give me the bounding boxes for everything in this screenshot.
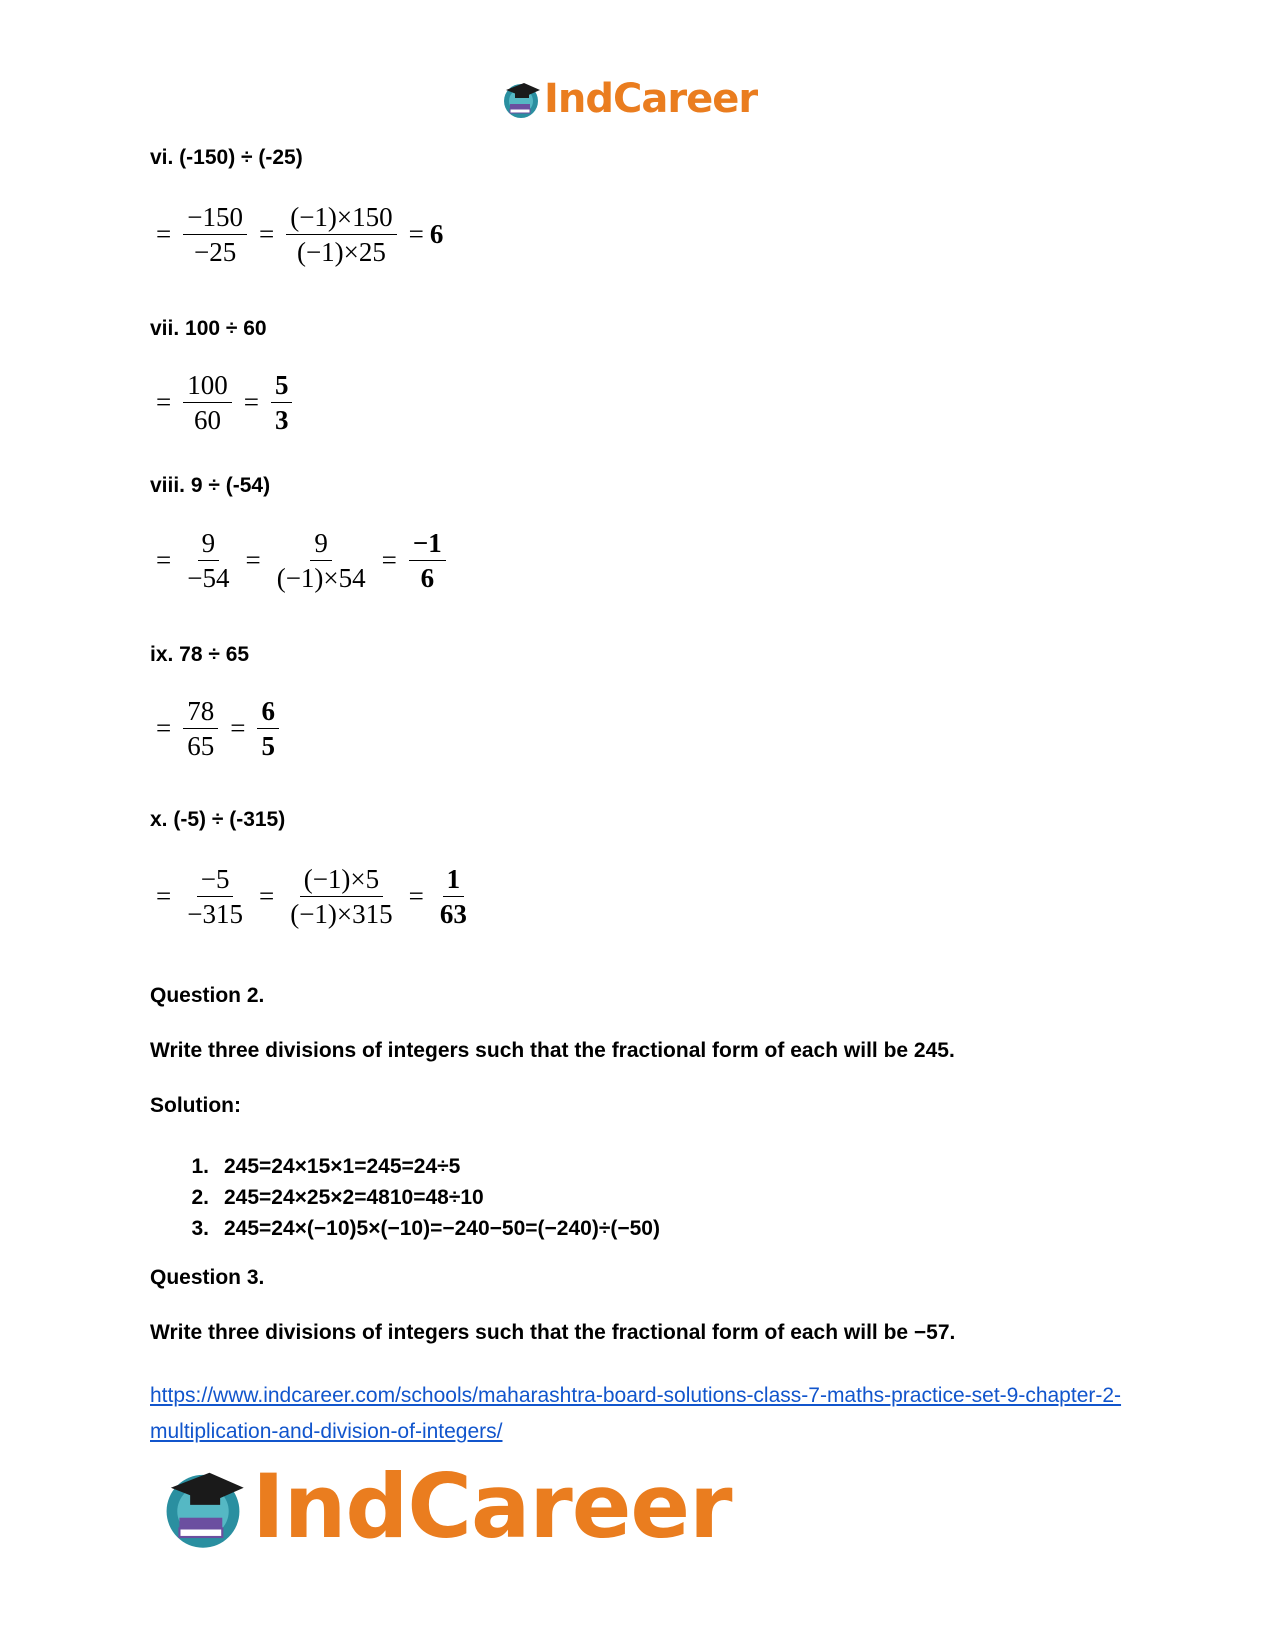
- fraction: $\frac{(-1)\times 5}{(-1)\times 315}$: [290, 864, 393, 930]
- equation-x: = $\frac{-5}{-315}$ = $\frac{(-1)\times 5}{(-1)\times 315}$ = $\frac{1}{63}$: [150, 865, 477, 929]
- list-item: 1. 245=24×15×1=245=24÷5: [191, 1155, 461, 1178]
- list-item: 2. 245=24×25×2=4810=48÷10: [191, 1186, 484, 1209]
- fraction: $\frac{-5}{-315}$: [187, 864, 243, 930]
- equation-ix: = $\frac{78}{65}$ = $\frac{6}{5}$: [150, 697, 285, 761]
- header-logo: [500, 78, 757, 120]
- question-2-text: Write three divisions of integers such that the fractional form of each will be 245.: [150, 1039, 955, 1062]
- result-fraction: $\frac{6}{5}$: [257, 697, 279, 761]
- equation-viii: = $\frac{9}{-54}$ = $\frac{9}{(-1)\times 54}$ = $\frac{-1}{6}$: [150, 529, 452, 593]
- graduation-cap-globe-icon: [500, 78, 542, 120]
- question-3-text: Write three divisions of integers such that the fractional form of each will be −57.: [150, 1321, 956, 1344]
- source-link[interactable]: https://www.indcareer.com/schools/maharashtra-board-solutions-class-7-maths-practice-set-9-chapter-2-multiplication-and-division-of-integers/: [150, 1384, 1122, 1443]
- logo-wordmark: IndCareer: [544, 76, 758, 122]
- equation-vii: = $\frac{100}{60}$ = $\frac{5}{3}$: [150, 371, 298, 435]
- result-fraction: $\frac{-1}{6}$: [409, 529, 446, 593]
- footer-logo: [158, 1455, 732, 1558]
- item-label-ix: ix. 78 ÷ 65: [150, 643, 250, 666]
- question-3-title: Question 3.: [150, 1266, 265, 1289]
- solution-list: [150, 1151, 660, 1244]
- item-label-vii: vii. 100 ÷ 60: [150, 317, 267, 340]
- equation-vi: = $\frac{-150}{-25}$ = $\frac{(-1)\times 150}{(-1)\times 25}$ = 6: [156, 202, 444, 268]
- logo-wordmark: IndCareer: [252, 1455, 732, 1558]
- question-2-title: Question 2.: [150, 984, 265, 1007]
- list-item: 3. 245=24×(−10)5×(−10)=−240−50=(−240)÷(−50): [191, 1217, 660, 1240]
- result-value: 6: [429, 219, 444, 250]
- graduation-cap-globe-icon: [158, 1462, 248, 1552]
- fraction: $\frac{9}{-54}$: [187, 528, 230, 594]
- fraction: $\frac{(-1)\times 150}{(-1)\times 25}$: [286, 203, 396, 267]
- fraction: $\frac{9}{(-1)\times 54}$: [276, 528, 366, 594]
- solution-label: Solution:: [150, 1094, 241, 1117]
- item-label-vi: vi. (-150) ÷ (-25): [150, 146, 303, 169]
- item-label-x: x. (-5) ÷ (-315): [150, 808, 286, 831]
- fraction: $\frac{-150}{-25}$: [183, 203, 247, 267]
- fraction: $\frac{100}{60}$: [183, 371, 232, 435]
- item-label-viii: viii. 9 ÷ (-54): [150, 474, 271, 497]
- result-fraction: $\frac{1}{63}$: [439, 864, 467, 930]
- result-fraction: $\frac{5}{3}$: [271, 371, 293, 435]
- fraction: $\frac{78}{65}$: [183, 697, 218, 761]
